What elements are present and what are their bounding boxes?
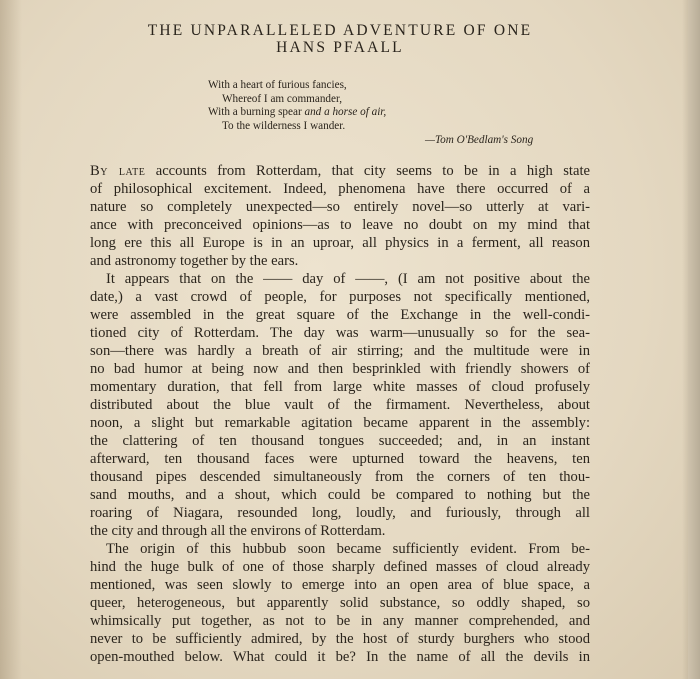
epigraph-line: With a heart of furious fancies, (208, 79, 347, 91)
text-line: distributed about the blue vault of the firmament. Nevertheless, about (90, 397, 590, 413)
chapter-title (0, 22, 680, 56)
text-line: date,) a vast crowd of people, for purposes not specifically mentioned, (90, 289, 590, 305)
text-line: afterward, ten thousand faces were upturned toward the heavens, ten (90, 451, 590, 467)
text-line: momentary duration, that fell from large white masses of cloud profusely (90, 379, 590, 395)
text-line: the city and through all the environs of Rotterdam. (90, 523, 386, 539)
text-line: never to be sufficiently admired, by the host of sturdy burghers who stood (90, 631, 590, 647)
text-line: whimsically put together, as not to be in any manner comprehended, and (90, 613, 590, 629)
text-line: and astronomy together by the ears. (90, 253, 299, 269)
text-line: were assembled in the great square of the Exchange in the well-condi- (90, 307, 590, 323)
text-line: thousand pipes descended simultaneously from the corners of ten thou- (90, 469, 590, 485)
lead-smallcaps: By late (90, 163, 146, 179)
epigraph-attribution: —Tom O'Bedlam's Song (425, 134, 534, 146)
text-line: The origin of this hubbub soon became sufficiently evident. From be- (106, 541, 590, 557)
text-line: long ere this all Europe is in an uproar, all physics in a ferment, all reason (90, 235, 590, 251)
epigraph-line-italic: and a horse of air, (304, 106, 387, 118)
text-line (90, 162, 590, 180)
text-line: tioned city of Rotterdam. The day was warm—unusually so for the sea- (90, 325, 590, 341)
text-line: It appears that on the —— day of ——, (I am not positive about the (106, 271, 590, 287)
text-line: open-mouthed below. What could it be? In the name of all the devils in (90, 649, 590, 665)
epigraph-line-plain: With a burning spear (208, 106, 305, 118)
text-line: nature so completely unexpected—so entirely novel—so utterly at vari- (90, 199, 590, 215)
text-line: son—there was hardly a breath of air stirring; and the multitude were in (90, 343, 590, 359)
chapter-title-line2: HANS PFAALL (276, 39, 404, 56)
text-line: of philosophical excitement. Indeed, phenomena have there occurred of a (90, 181, 590, 197)
text-line-rest: accounts from Rotterdam, that city seems to be in a high state (145, 163, 590, 179)
text-line: no bad humor at being now and then besprinkled with friendly showers of (90, 361, 590, 377)
text-line: sand mouths, and a shout, which could be compared to nothing but the (90, 487, 590, 503)
text-line: noon, a slight but remarkable agitation became apparent in the assembly: (90, 415, 590, 431)
epigraph-line: Whereof I am commander, (222, 92, 343, 105)
text-line: queer, heterogeneous, but apparently solid substance, so oddly shaped, so (90, 595, 590, 611)
page-edge-shadow (688, 0, 700, 679)
text-line: hind the huge bulk of one of those sharply defined masses of cloud already (90, 559, 590, 575)
text-line: ance with preconceived opinions—as to leave no doubt on my mind that (90, 217, 590, 233)
epigraph (208, 79, 534, 146)
chapter-title-line1: THE UNPARALLELED ADVENTURE OF ONE (147, 22, 533, 39)
text-line: the clattering of ten thousand tongues succeeded; and, in an instant (90, 433, 590, 449)
epigraph-line: To the wilderness I wander. (222, 119, 346, 132)
text-line: roaring of Niagara, resounded long, loudly, and furiously, through all (90, 505, 590, 521)
story-text (90, 162, 590, 666)
epigraph-line (208, 106, 386, 120)
text-line: mentioned, was seen slowly to emerge into an open area of blue space, a (90, 577, 590, 593)
